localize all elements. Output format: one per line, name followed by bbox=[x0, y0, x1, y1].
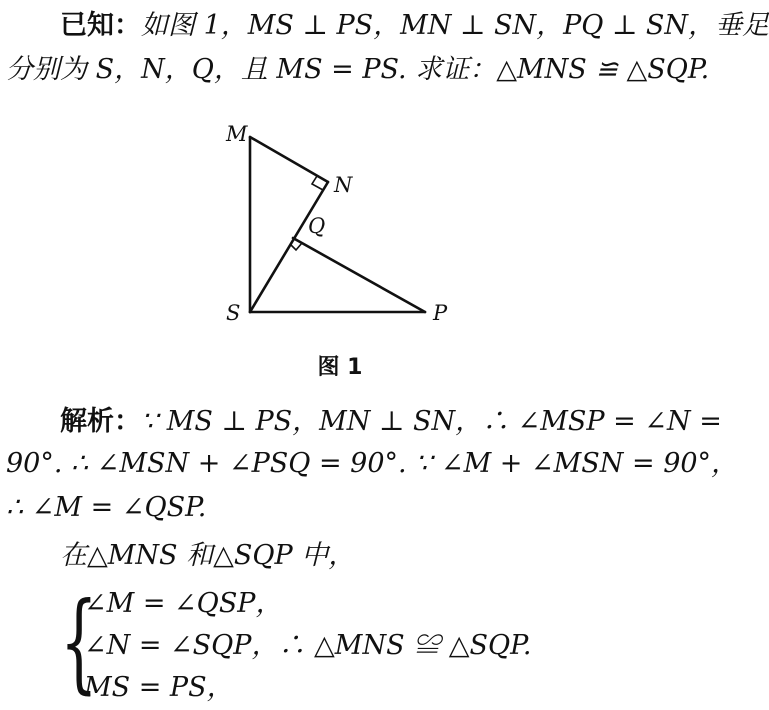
condition-1: ∠M = ∠QSP， bbox=[84, 588, 283, 619]
label-S: S bbox=[226, 301, 241, 325]
geometry-figure bbox=[0, 0, 680, 360]
solution-text-3: ∴ ∠M = ∠QSP. bbox=[6, 492, 207, 523]
solution-label: 解析： bbox=[60, 406, 141, 437]
problem-text-2: 分别为 S，N，Q，且 MS = PS. 求证：△MNS ≌ △SQP. bbox=[6, 54, 710, 85]
solution-text-1: ∵ MS ⊥ PS，MN ⊥ SN，∴ ∠MSP = ∠N = bbox=[141, 406, 722, 437]
solution-line-3 bbox=[6, 490, 674, 526]
label-N: N bbox=[334, 173, 353, 197]
solution-line-2 bbox=[6, 446, 739, 482]
problem-text-1: 如图 1，MS ⊥ PS，MN ⊥ SN，PQ ⊥ SN，垂足 bbox=[141, 10, 769, 41]
solution-line-1 bbox=[6, 404, 722, 440]
segment-SN bbox=[250, 182, 328, 312]
system-brace: { bbox=[60, 580, 98, 705]
label-P: P bbox=[433, 301, 448, 325]
solution-line-4 bbox=[6, 538, 674, 574]
figure-caption: 图 1 bbox=[317, 355, 363, 380]
segment-MN bbox=[250, 137, 328, 182]
condition-2: ∠N = ∠SQP，∴ △MNS ≌ △SQP. bbox=[84, 630, 532, 661]
condition-3: MS = PS， bbox=[84, 672, 234, 703]
solution-text-2: 90°. ∴ ∠MSN + ∠PSQ = 90°. ∵ ∠M + ∠MSN = 90°， bbox=[6, 448, 739, 479]
segment-PQ bbox=[293, 238, 425, 312]
label-M: M bbox=[226, 122, 248, 146]
label-Q: Q bbox=[308, 214, 326, 238]
solution-text-4: 在△MNS 和△SQP 中， bbox=[60, 540, 356, 571]
problem-label: 已知： bbox=[60, 10, 141, 41]
